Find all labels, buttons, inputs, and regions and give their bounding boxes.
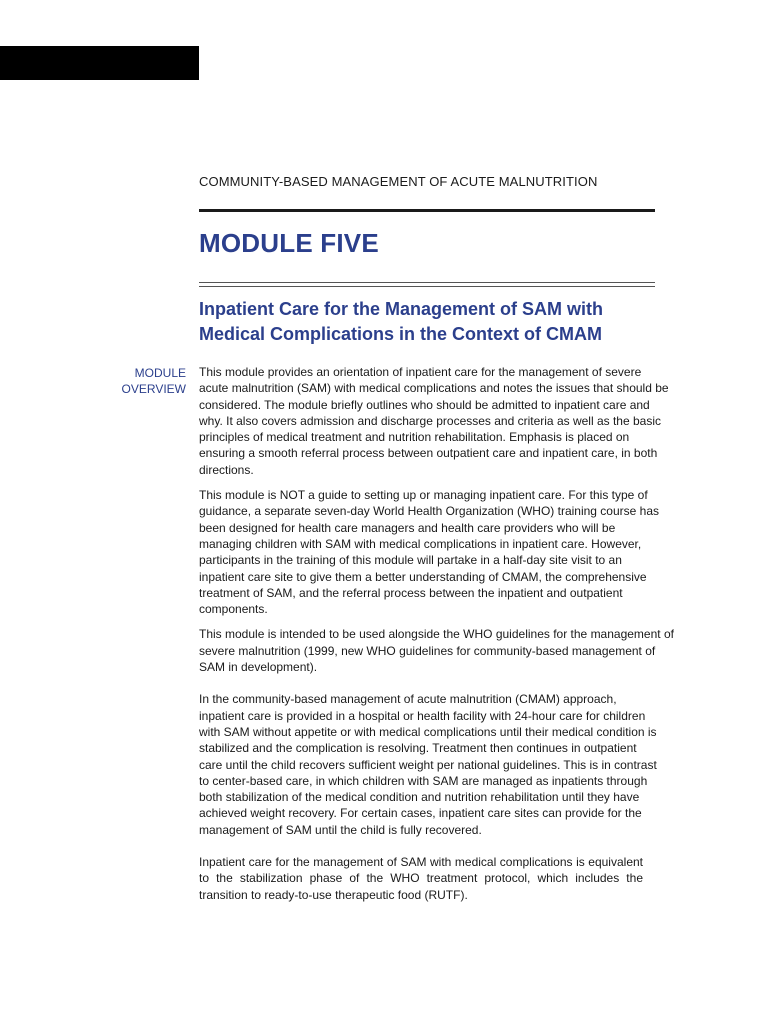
side-label-module-overview <box>110 365 186 397</box>
top-rule <box>199 209 655 212</box>
side-label-line2: OVERVIEW <box>121 382 186 396</box>
paragraph-2: This module is NOT a guide to setting up or managing inpatient care. For this type of guidance, a separate seven-day World Health Organization (WHO) training course has been designed for health care managers and health care providers who will be managing children with SAM with medical complications in inpatient care. However, participants in the training of this module will partake in a half-day site visit to an inpatient care site to give them a better understanding of CMAM, the comprehensive treatment of SAM, and the referral process between the inpatient and outpatient components. <box>199 488 660 617</box>
black-header-tab <box>0 46 199 80</box>
paragraph-4: In the community-based management of acute malnutrition (CMAM) approach, inpatient care is provided in a hospital or health facility with 24-hour care for children with SAM without appetite or with medical complications until their medical condition is stabilized and the complication is resolving. Treatment then continues in outpatient care until the child recovers sufficient weight per national guidelines. This is in contrast to center-based care, in which children with SAM are managed as inpatients through both stabilization of the medical condition and nutrition rehabilitation until they have achieved weight recovery. For certain cases, inpatient care sites can provide for the management of SAM until the child is fully recovered. <box>199 692 657 837</box>
module-title: MODULE FIVE <box>199 228 379 258</box>
paragraph-1: This module provides an orientation of inpatient care for the management of severe acute malnutrition (SAM) with medical complications and notes the issues that should be considered. The module briefly outlines who should be admitted to inpatient care and why. It also covers admission and discharge processes and criteria as well as the basic principles of medical treatment and nutrition rehabilitation. Emphasis is placed on ensuring a smooth referral process between outpatient care and inpatient care, in both directions. <box>199 365 669 477</box>
side-label-line1: MODULE <box>134 366 186 380</box>
body-text <box>199 364 679 912</box>
running-head: COMMUNITY-BASED MANAGEMENT OF ACUTE MALNUTRITION <box>199 174 598 189</box>
module-subtitle: Inpatient Care for the Management of SAM with Medical Complications in the Context of CMAM <box>199 299 604 344</box>
paragraph-3: This module is intended to be used alongside the WHO guidelines for the management of severe malnutrition (1999, new WHO guidelines for community-based management of SAM in development). <box>199 627 674 675</box>
double-rule <box>199 282 655 287</box>
paragraph-5: Inpatient care for the management of SAM with medical complications is equivalent to the stabilization phase of the WHO treatment protocol, which includes the transition to ready-to-use therapeutic food (RUTF). <box>199 855 643 902</box>
